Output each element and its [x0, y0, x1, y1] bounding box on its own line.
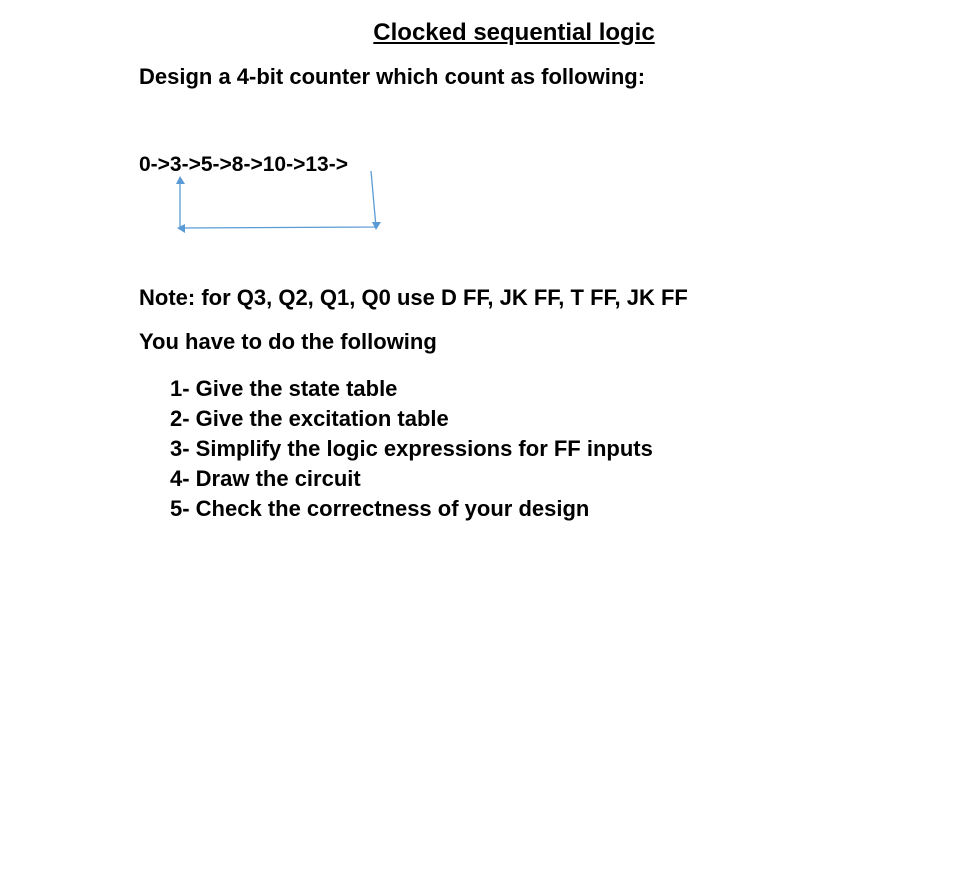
task-item: 3- Simplify the logic expressions for FF inputs — [170, 436, 653, 461]
problem-statement: Design a 4-bit counter which count as following: — [139, 64, 646, 89]
up-arrowhead — [176, 176, 185, 184]
page-title: Clocked sequential logic — [373, 19, 655, 46]
down-arrowhead — [372, 222, 381, 230]
count-sequence: 0->3->5->8->10->13-> — [139, 153, 348, 176]
loop-back-path — [180, 171, 376, 228]
left-arrowhead — [177, 224, 185, 233]
task-item: 5- Check the correctness of your design — [170, 496, 590, 521]
flip-flop-note: Note: for Q3, Q2, Q1, Q0 use D FF, JK FF, T FF, JK FF — [139, 285, 688, 310]
task-item: 4- Draw the circuit — [170, 466, 361, 491]
task-item: 2- Give the excitation table — [170, 406, 449, 431]
task-item: 1- Give the state table — [170, 376, 398, 401]
task-intro: You have to do the following — [139, 329, 437, 354]
task-list — [170, 374, 653, 524]
